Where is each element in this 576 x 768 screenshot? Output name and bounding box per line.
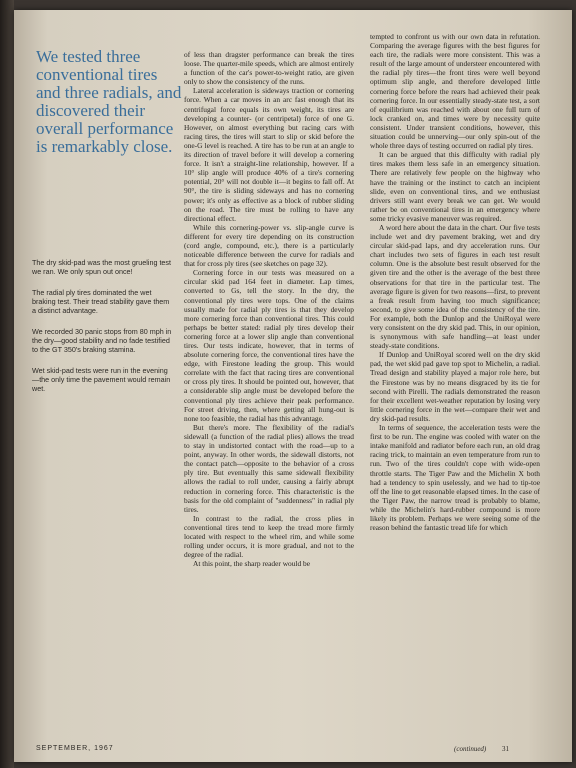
paragraph: While this cornering-power vs. slip-angle curve is different for every tire depending on its construction (cord angle, compound, etc.), there is a particularly noticeable difference between the curve for radials and that for cross ply tires (see sketches on page 32). bbox=[184, 222, 354, 269]
paragraph: Cornering force in our tests was measured on a circular skid pad 164 feet in diameter. Lap times, converted to Gs, tell the story. In the dry, the conventional ply tires were tops. One of the claims usually made for radial ply tires is that they develop more cornering force than conventional tires. This could perhaps be better stated: radial ply tires develop their cornering force at a lower slip angle than conventional tires. Our tests indicate, however, that in terms of absolute cornering force, the conventional tires have the edge, with Firestone leading the group. This would correlate with the fact that racing tires are conventional or cross ply tires. It should be pointed out, however, that a considerable slip angle must be developed before the conventional ply tires achieve their peak performance. For street driving, then, where getting all hung-out is none too feasible, the radial has this advantage. bbox=[184, 268, 354, 423]
paragraph: In terms of sequence, the acceleration tests were the first to be run. The engine was cooled with water on the intake manifold and radiator before each run, an old drag racing trick, to maintain an even temperature from run to run. Two of the tires couldn't cope with wide-open throttle starts. The Tiger Paw and the Michelin X both had a tendency to spin uselessly, and we had to tip-toe off the line to get reasonable elapsed times. In the case of the Tiger Paw, the narrow tread is probably to blame, while the Michelin's hard-rubber compound is more likely its problem. Perhaps we were seeing some of the reason behind the fantastic tread life for which bbox=[370, 423, 540, 533]
caption-wet-braking: The radial ply tires dominated the wet braking test. Their tread stability gave them a distinct advantage. bbox=[32, 288, 170, 315]
caption-wet-skid-pad: Wet skid-pad tests were run in the evening—the only time the pavement would remain wet. bbox=[32, 366, 171, 393]
paragraph: A word here about the data in the chart. Our five tests include wet and dry pavement braking, wet and dry circular skid-pad laps, and dry acceleration runs. Our chart includes two sets of figures in each test result column. One is the absolute best result observed for the given tire and the other is the average of the best three observations for that tire in the particular test. The average figure is given for two reasons—first, to prevent a freak result from having too much significance; second, to give some idea of the consistency of the tire. For example, both the Dunlop and the UniRoyal were very consistent on the dry skid pad. This, in our opinion, is synonymous with safe handling—at least under steady-state conditions. bbox=[370, 222, 540, 351]
paragraph: Lateral acceleration is sideways traction or cornering force. When a car moves in an arc fast enough that its centrifugal force equals its own weight, its tires are developing a counter- (or centripetal) force of one G. However, on almost everything but racing cars with racing tires, the tires will start to slip or skid before the one-G level is reached. A tire has to be run at an angle to its direction of travel before it will develop a cornering force. It isn't a straight-line relationship, however. If a 10° slip angle will produce 40% of a tire's cornering potential, 20° will not double it—it begins to fall off. At 90°, the tire is sliding sideways and has no cornering power; it's only as effective as a block of rubber sliding on the road. The tire must be rolling to have any directional effect. bbox=[184, 86, 354, 223]
photo-captions bbox=[32, 258, 172, 405]
article-column-2 bbox=[370, 32, 540, 732]
book-spine-shadow bbox=[0, 0, 14, 768]
magazine-page bbox=[14, 10, 572, 762]
continued-label: (continued) bbox=[454, 745, 487, 753]
paragraph: tempted to confront us with our own data in refutation. Comparing the average figures with the best figures for each tire, the radials were more consistent. This was a result of the large amount of understeer encountered with the radial ply tires—the front tires were well beyond optimum slip angle, and therefore developed little cornering force before the rears had achieved their peak cornering force. In our essentially steady-state test, a sort of equilibrium was reached with about one full turn of lock cranked on, and times were by necessity quite consistent. Under transient conditions, however, this situation could be unnerving—our only spin-out of the whole three days of testing occurred on radial ply tires. bbox=[370, 32, 540, 151]
paragraph: of less than dragster performance can break the tires loose. The quarter-mile speeds, which are almost entirely a function of the car's power-to-weight ratio, are given only to show the consistency of the runs. bbox=[184, 50, 354, 87]
issue-date: SEPTEMBER, 1967 bbox=[36, 745, 114, 752]
caption-dry-skid-pad: The dry skid-pad was the most grueling test we ran. We only spun out once! bbox=[32, 258, 172, 276]
headline: We tested three conventional tires and three radials, and discovered their overall performance is remarkably close. bbox=[36, 47, 182, 156]
page-footer bbox=[454, 745, 509, 753]
paragraph: At this point, the sharp reader would be bbox=[193, 559, 310, 569]
paragraph: In contrast to the radial, the cross plies in conventional tires tend to keep the tread more firmly located with respect to the wheel rim, and while some rolling under occurs, it is more gradual, and not to the degree of the radial. bbox=[184, 513, 354, 560]
caption-panic-stops: We recorded 30 panic stops from 80 mph in the dry—good stability and no fade testified to the GT 350's braking stamina. bbox=[32, 327, 172, 354]
paragraph: If Dunlop and UniRoyal scored well on the dry skid pad, the wet skid pad gave top spot to Michelin, a radial. Tread design and stability played a major role here, but the Firestone was by no means disgraced by its tie for second with Pirelli. The radials demonstrated the reason for their excellent wet-weather reputation by losing very little cornering force in the wet—compare their wet and dry skid-pad results. bbox=[370, 350, 540, 423]
paragraph: But there's more. The flexibility of the radial's sidewall (a function of the radial plies) allows the tread to stay in undistorted contact with the road—up to a point, anyway. In other words, the sidewall distorts, not the contact patch—opposite to the behavior of a cross ply tire. But eventually this same sidewall flexibility allows the radial to roll under, causing a fairly abrupt reduction in cornering force. This characteristic is the basis for the old complaint of "suddenness" in radial ply tires. bbox=[184, 422, 354, 514]
article-column-1 bbox=[184, 50, 354, 730]
paragraph: It can be argued that this difficulty with radial ply tires makes them less safe in an emergency situation. There are relatively few people on the highway who have the training or the instinct to catch an incipient slide, even on conventional tires, and we enthusiast drivers still want every break we can get. We would rather be on conventional tires in an emergency where some tricky evasive maneuver was required. bbox=[370, 150, 540, 223]
page-number: 31 bbox=[502, 745, 510, 753]
